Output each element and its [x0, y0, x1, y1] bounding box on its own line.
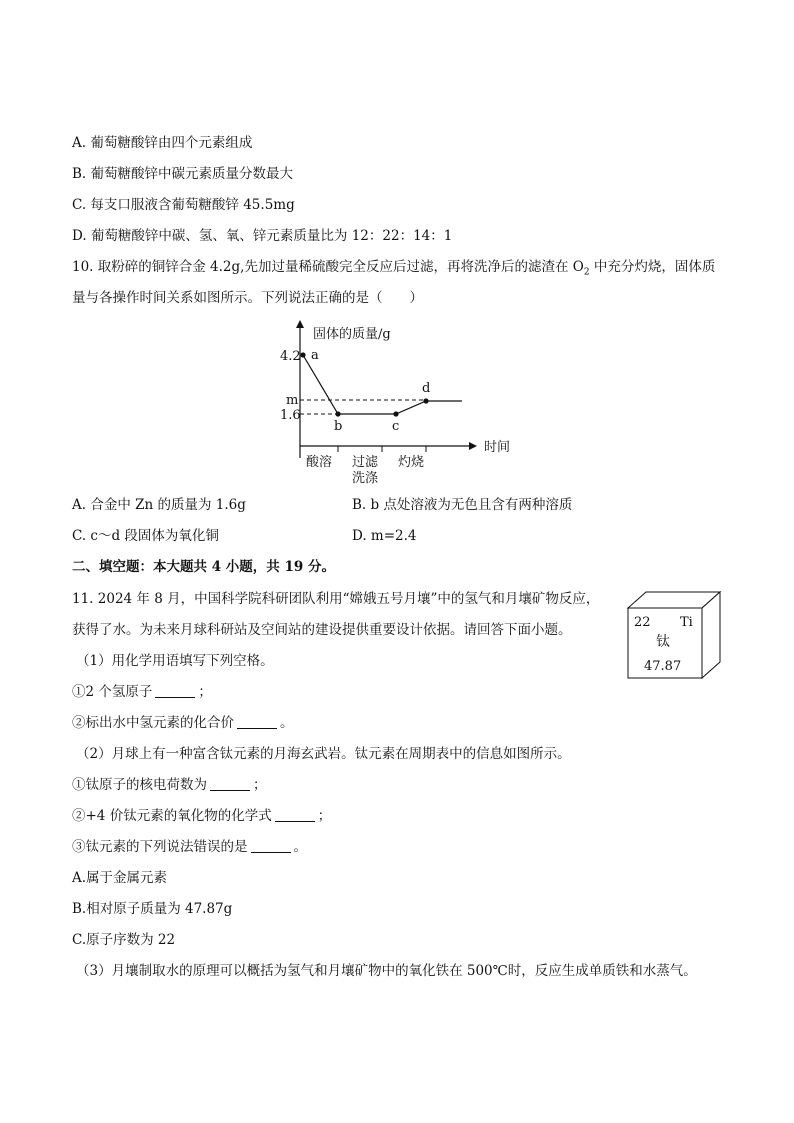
atomic-number: 22 — [634, 615, 651, 630]
point-d — [423, 398, 428, 403]
q11-part2: （2）月球上有一种富含钛元素的月海玄武岩。钛元素在周期表中的信息如图所示。 — [76, 746, 571, 762]
q9-option-c: C. 每支口服液含葡萄糖酸锌 45.5mg — [72, 197, 295, 213]
q11-line2: 获得了水。为未来月球科研站及空间站的建设提供重要设计依据。请回答下面小题。 — [72, 622, 572, 638]
q10-option-b: B. b 点处溶液为无色且含有两种溶质 — [352, 497, 573, 513]
q11-part1-i — [72, 683, 212, 701]
answer-blank[interactable] — [275, 807, 315, 822]
atomic-mass: 47.87 — [644, 659, 682, 674]
x-stage-4: 灼烧 — [398, 455, 425, 470]
punct: 。 — [280, 715, 294, 731]
answer-blank[interactable] — [237, 714, 277, 729]
answer-blank[interactable] — [251, 838, 291, 853]
x-stage-3: 洗涤 — [352, 471, 379, 486]
y-tick-4-2: 4.2 — [280, 349, 301, 364]
x-axis-label: 时间 — [484, 440, 511, 455]
x-axis-arrow — [469, 442, 477, 450]
q11-part1-ii — [72, 714, 294, 732]
y-tick-1-6: 1.6 — [280, 408, 301, 423]
punct: 。 — [293, 839, 307, 855]
mass-line — [303, 355, 462, 414]
q11-part1-i-text: ①2 个氢原子 — [72, 684, 153, 700]
point-a-label: a — [311, 348, 319, 363]
point-a — [300, 352, 305, 357]
q11-part2-i-text: ①钛原子的核电荷数为 — [72, 777, 207, 793]
y-tick-m: m — [286, 393, 299, 408]
q10-option-c: C. c～d 段固体为氧化铜 — [72, 528, 219, 544]
section-title: 二、填空题：本大题共 4 小题，共 19 分。 — [72, 559, 335, 575]
punct: ； — [198, 684, 212, 700]
y-axis-label: 固体的质量/g — [313, 327, 391, 342]
element-name: 钛 — [656, 634, 670, 650]
q10-stem-text: 10. 取粉碎的铜锌合金 4.2g,先加过量稀硫酸完全反应后过滤，再将洗净后的滤渣在 O — [72, 259, 584, 275]
point-c — [393, 411, 398, 416]
point-b — [335, 411, 340, 416]
q11-line1: 11. 2024 年 8 月，中国科学院科研团队利用“嫦娥五号月壤”中的氢气和月壤矿物反应， — [72, 591, 600, 607]
punct: ； — [317, 808, 332, 824]
mass-time-chart — [270, 318, 520, 486]
q11-part1-ii-text: ②标出水中氢元素的化合价 — [72, 715, 234, 731]
q10-stem-line1 — [72, 258, 715, 282]
q11-part2-iii — [72, 838, 307, 856]
q10-stem-text-end: 中充分灼烧，固体质 — [589, 259, 716, 275]
q11-part1: （1）用化学用语填写下列空格。 — [76, 653, 274, 669]
punct: ； — [253, 777, 267, 793]
y-axis-arrow — [296, 320, 304, 328]
q9-option-a: A. 葡萄糖酸锌由四个元素组成 — [72, 135, 253, 151]
q9-option-b: B. 葡萄糖酸锌中碳元素质量分数最大 — [72, 166, 294, 182]
x-stage-1: 酸溶 — [306, 455, 333, 470]
q11-option-c: C.原子序数为 22 — [72, 932, 176, 948]
point-b-label: b — [334, 419, 343, 434]
answer-blank[interactable] — [210, 776, 250, 791]
answer-blank[interactable] — [155, 683, 195, 698]
x-stage-2: 过滤 — [352, 455, 379, 470]
q11-part2-iii-text: ③钛元素的下列说法错误的是 — [72, 839, 248, 855]
q10-option-a: A. 合金中 Zn 的质量为 1.6g — [72, 497, 246, 513]
q10-option-d: D. m=2.4 — [352, 528, 417, 544]
q11-option-b: B.相对原子质量为 47.87g — [72, 901, 233, 917]
point-d-label: d — [422, 381, 431, 396]
titanium-element-card — [620, 590, 724, 682]
q10-stem-line2: 量与各操作时间关系如图所示。下列说法正确的是（ ） — [72, 290, 423, 306]
q10-subscript: 2 — [583, 267, 590, 278]
q11-part2-i — [72, 776, 267, 794]
q11-part2-ii — [72, 807, 331, 825]
element-symbol: Ti — [680, 615, 693, 630]
q11-part3: （3）月壤制取水的原理可以概括为氢气和月壤矿物中的氧化铁在 500℃时，反应生成单质铁和水蒸气。 — [76, 963, 697, 979]
q9-option-d: D. 葡萄糖酸锌中碳、氢、氧、锌元素质量比为 12：22：14：1 — [72, 228, 453, 244]
q11-part2-ii-text: ②+4 价钛元素的氧化物的化学式 — [72, 808, 272, 824]
q11-option-a: A.属于金属元素 — [72, 870, 168, 886]
point-c-label: c — [392, 419, 400, 434]
